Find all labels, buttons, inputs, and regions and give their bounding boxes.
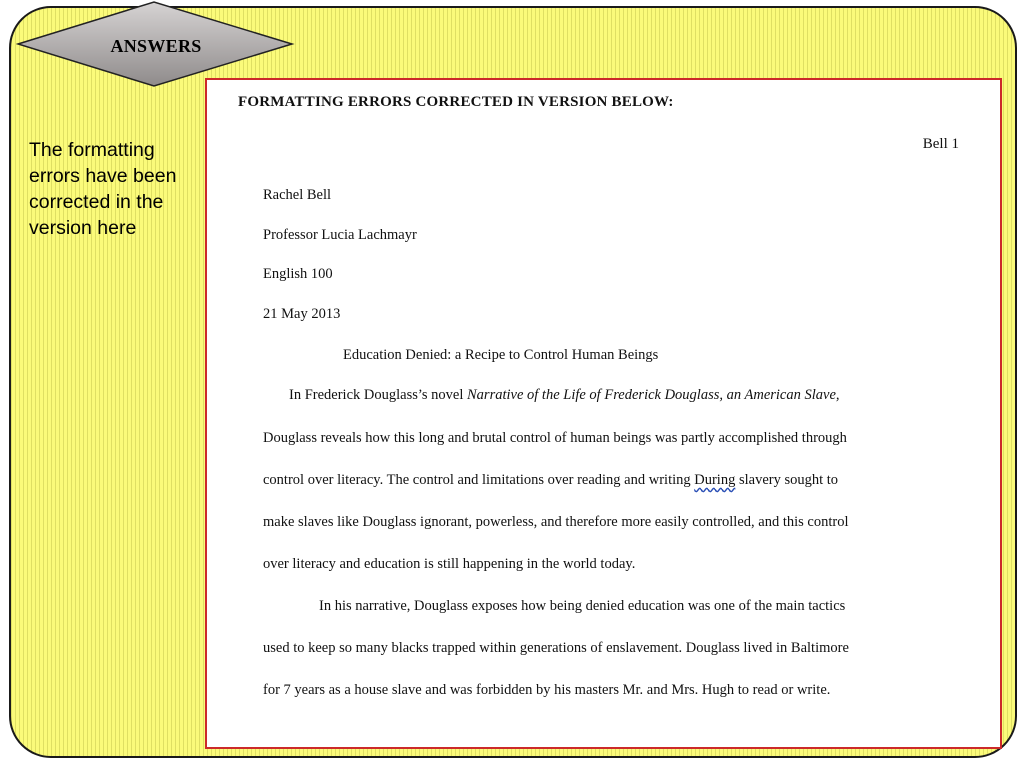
spellcheck-flagged-word: During [694,472,736,488]
essay-title: Education Denied: a Recipe to Control Human Beings [343,347,659,363]
document-heading: FORMATTING ERRORS CORRECTED IN VERSION BELOW: [238,94,674,110]
paragraph2-line2: used to keep so many blacks trapped within generations of enslavement. Douglass lived in Baltimore [263,640,849,656]
student-name: Rachel Bell [263,187,332,203]
document-panel [205,78,1002,749]
answers-badge [16,0,296,90]
course-name: English 100 [263,266,333,282]
paragraph1-line1 [289,387,840,404]
paragraph2-line3: for 7 years as a house slave and was forbidden by his masters Mr. and Mrs. Hugh to read or write. [263,682,831,698]
paragraph1-line3-post: slavery sought to [735,472,839,488]
paragraph1-line3-pre: control over literacy. The control and limitations over reading and writing [263,472,695,488]
book-title: Narrative of the Life of Frederick Douglass, an American Slave, [467,387,840,403]
professor-name: Professor Lucia Lachmayr [263,227,417,243]
document-date: 21 May 2013 [263,306,341,322]
paragraph2-line1: In his narrative, Douglass exposes how being denied education was one of the main tactics [319,598,846,614]
paragraph1-line2: Douglass reveals how this long and brutal control of human beings was partly accomplished through [263,430,847,446]
paragraph1-line4: make slaves like Douglass ignorant, powerless, and therefore more easily controlled, and this control [263,514,849,530]
paragraph1-line5: over literacy and education is still happening in the world today. [263,556,636,572]
side-note: The formatting errors have been corrected in the version here [29,139,177,239]
answers-label: ANSWERS [110,36,202,56]
page-header: Bell 1 [922,136,959,152]
paragraph1-line3 [263,472,838,489]
paragraph1-intro: In Frederick Douglass’s novel [289,387,467,403]
